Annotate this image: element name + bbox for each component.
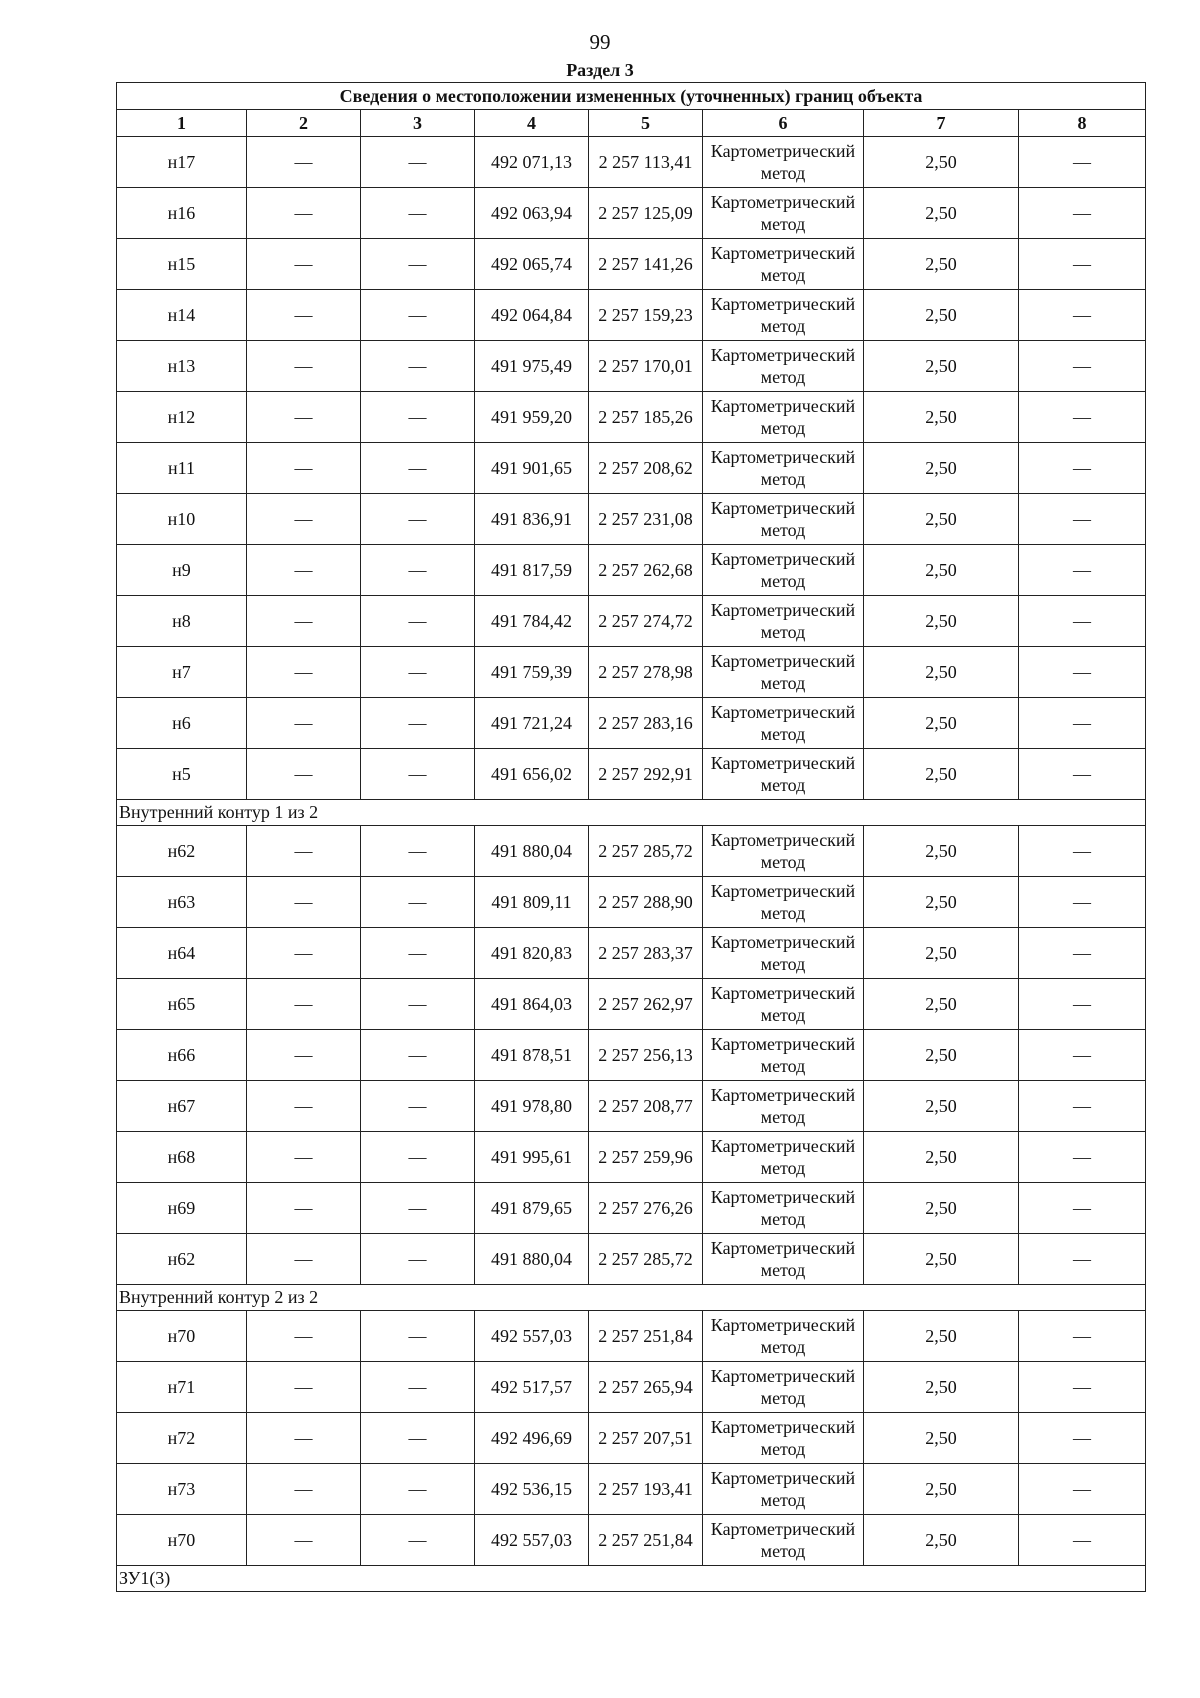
col2-cell: — bbox=[247, 647, 361, 698]
table-row bbox=[117, 1132, 1146, 1183]
col8-cell: — bbox=[1019, 392, 1146, 443]
point-cell: н73 bbox=[117, 1464, 247, 1515]
col3-cell: — bbox=[361, 443, 475, 494]
point-cell: н16 bbox=[117, 188, 247, 239]
table-row bbox=[117, 137, 1146, 188]
col3-cell: — bbox=[361, 1030, 475, 1081]
col3-cell: — bbox=[361, 1362, 475, 1413]
accuracy-cell: 2,50 bbox=[864, 877, 1019, 928]
method-cell: Картометрический метод bbox=[703, 188, 864, 239]
method-cell: Картометрический метод bbox=[703, 545, 864, 596]
table-row bbox=[117, 290, 1146, 341]
point-cell: н8 bbox=[117, 596, 247, 647]
table-row bbox=[117, 341, 1146, 392]
x-coordinate-cell: 491 878,51 bbox=[475, 1030, 589, 1081]
accuracy-cell: 2,50 bbox=[864, 1413, 1019, 1464]
y-coordinate-cell: 2 257 288,90 bbox=[589, 877, 703, 928]
col2-cell: — bbox=[247, 979, 361, 1030]
col8-cell: — bbox=[1019, 1234, 1146, 1285]
column-header: 6 bbox=[703, 110, 864, 137]
table-title-row bbox=[117, 83, 1146, 110]
col8-cell: — bbox=[1019, 545, 1146, 596]
table-row bbox=[117, 877, 1146, 928]
x-coordinate-cell: 491 759,39 bbox=[475, 647, 589, 698]
col8-cell: — bbox=[1019, 1081, 1146, 1132]
x-coordinate-cell: 491 809,11 bbox=[475, 877, 589, 928]
col8-cell: — bbox=[1019, 443, 1146, 494]
col2-cell: — bbox=[247, 1515, 361, 1566]
method-cell: Картометрический метод bbox=[703, 1311, 864, 1362]
accuracy-cell: 2,50 bbox=[864, 443, 1019, 494]
col8-cell: — bbox=[1019, 290, 1146, 341]
point-cell: н62 bbox=[117, 826, 247, 877]
col2-cell: — bbox=[247, 749, 361, 800]
table-row bbox=[117, 239, 1146, 290]
column-header-row bbox=[117, 110, 1146, 137]
accuracy-cell: 2,50 bbox=[864, 826, 1019, 877]
point-cell: н6 bbox=[117, 698, 247, 749]
method-cell: Картометрический метод bbox=[703, 749, 864, 800]
col2-cell: — bbox=[247, 443, 361, 494]
col3-cell: — bbox=[361, 1132, 475, 1183]
x-coordinate-cell: 491 784,42 bbox=[475, 596, 589, 647]
col2-cell: — bbox=[247, 188, 361, 239]
x-coordinate-cell: 491 656,02 bbox=[475, 749, 589, 800]
col8-cell: — bbox=[1019, 1132, 1146, 1183]
table-row bbox=[117, 1515, 1146, 1566]
y-coordinate-cell: 2 257 283,16 bbox=[589, 698, 703, 749]
y-coordinate-cell: 2 257 292,91 bbox=[589, 749, 703, 800]
accuracy-cell: 2,50 bbox=[864, 1234, 1019, 1285]
col3-cell: — bbox=[361, 826, 475, 877]
col8-cell: — bbox=[1019, 826, 1146, 877]
point-cell: н63 bbox=[117, 877, 247, 928]
table-row bbox=[117, 545, 1146, 596]
col8-cell: — bbox=[1019, 1515, 1146, 1566]
point-cell: н5 bbox=[117, 749, 247, 800]
col2-cell: — bbox=[247, 545, 361, 596]
point-cell: н70 bbox=[117, 1311, 247, 1362]
col3-cell: — bbox=[361, 494, 475, 545]
accuracy-cell: 2,50 bbox=[864, 596, 1019, 647]
x-coordinate-cell: 491 817,59 bbox=[475, 545, 589, 596]
contour-group-row bbox=[117, 800, 1146, 826]
table-row bbox=[117, 698, 1146, 749]
y-coordinate-cell: 2 257 285,72 bbox=[589, 1234, 703, 1285]
col3-cell: — bbox=[361, 1081, 475, 1132]
accuracy-cell: 2,50 bbox=[864, 137, 1019, 188]
column-header: 5 bbox=[589, 110, 703, 137]
point-cell: н72 bbox=[117, 1413, 247, 1464]
point-cell: н7 bbox=[117, 647, 247, 698]
col2-cell: — bbox=[247, 1081, 361, 1132]
table-row bbox=[117, 392, 1146, 443]
col8-cell: — bbox=[1019, 1311, 1146, 1362]
point-cell: н12 bbox=[117, 392, 247, 443]
col3-cell: — bbox=[361, 928, 475, 979]
point-cell: н11 bbox=[117, 443, 247, 494]
y-coordinate-cell: 2 257 251,84 bbox=[589, 1515, 703, 1566]
accuracy-cell: 2,50 bbox=[864, 188, 1019, 239]
method-cell: Картометрический метод bbox=[703, 494, 864, 545]
y-coordinate-cell: 2 257 256,13 bbox=[589, 1030, 703, 1081]
accuracy-cell: 2,50 bbox=[864, 1311, 1019, 1362]
accuracy-cell: 2,50 bbox=[864, 494, 1019, 545]
y-coordinate-cell: 2 257 208,77 bbox=[589, 1081, 703, 1132]
y-coordinate-cell: 2 257 113,41 bbox=[589, 137, 703, 188]
x-coordinate-cell: 491 880,04 bbox=[475, 1234, 589, 1285]
y-coordinate-cell: 2 257 207,51 bbox=[589, 1413, 703, 1464]
x-coordinate-cell: 491 721,24 bbox=[475, 698, 589, 749]
col8-cell: — bbox=[1019, 341, 1146, 392]
col8-cell: — bbox=[1019, 1413, 1146, 1464]
col3-cell: — bbox=[361, 698, 475, 749]
table-row bbox=[117, 1311, 1146, 1362]
point-cell: н65 bbox=[117, 979, 247, 1030]
col3-cell: — bbox=[361, 1183, 475, 1234]
x-coordinate-cell: 491 959,20 bbox=[475, 392, 589, 443]
accuracy-cell: 2,50 bbox=[864, 545, 1019, 596]
col3-cell: — bbox=[361, 1464, 475, 1515]
accuracy-cell: 2,50 bbox=[864, 1464, 1019, 1515]
y-coordinate-cell: 2 257 259,96 bbox=[589, 1132, 703, 1183]
x-coordinate-cell: 492 064,84 bbox=[475, 290, 589, 341]
accuracy-cell: 2,50 bbox=[864, 1132, 1019, 1183]
table-row bbox=[117, 1081, 1146, 1132]
x-coordinate-cell: 492 065,74 bbox=[475, 239, 589, 290]
table-row bbox=[117, 494, 1146, 545]
x-coordinate-cell: 492 063,94 bbox=[475, 188, 589, 239]
column-header: 2 bbox=[247, 110, 361, 137]
col8-cell: — bbox=[1019, 698, 1146, 749]
method-cell: Картометрический метод bbox=[703, 137, 864, 188]
col2-cell: — bbox=[247, 137, 361, 188]
col2-cell: — bbox=[247, 239, 361, 290]
point-cell: н66 bbox=[117, 1030, 247, 1081]
method-cell: Картометрический метод bbox=[703, 443, 864, 494]
contour-group-row bbox=[117, 1285, 1146, 1311]
col3-cell: — bbox=[361, 545, 475, 596]
col2-cell: — bbox=[247, 1234, 361, 1285]
point-cell: н68 bbox=[117, 1132, 247, 1183]
contour-group-label: ЗУ1(3) bbox=[117, 1566, 1146, 1592]
point-cell: н71 bbox=[117, 1362, 247, 1413]
accuracy-cell: 2,50 bbox=[864, 647, 1019, 698]
table-row bbox=[117, 647, 1146, 698]
col8-cell: — bbox=[1019, 494, 1146, 545]
y-coordinate-cell: 2 257 231,08 bbox=[589, 494, 703, 545]
y-coordinate-cell: 2 257 262,97 bbox=[589, 979, 703, 1030]
col8-cell: — bbox=[1019, 596, 1146, 647]
y-coordinate-cell: 2 257 159,23 bbox=[589, 290, 703, 341]
col2-cell: — bbox=[247, 1362, 361, 1413]
table-row bbox=[117, 1362, 1146, 1413]
contour-group-label: Внутренний контур 2 из 2 bbox=[117, 1285, 1146, 1311]
contour-group-row bbox=[117, 1566, 1146, 1592]
col8-cell: — bbox=[1019, 1183, 1146, 1234]
method-cell: Картометрический метод bbox=[703, 1234, 864, 1285]
col3-cell: — bbox=[361, 979, 475, 1030]
accuracy-cell: 2,50 bbox=[864, 1362, 1019, 1413]
col8-cell: — bbox=[1019, 1464, 1146, 1515]
table-row bbox=[117, 188, 1146, 239]
method-cell: Картометрический метод bbox=[703, 1132, 864, 1183]
column-header: 3 bbox=[361, 110, 475, 137]
col2-cell: — bbox=[247, 392, 361, 443]
accuracy-cell: 2,50 bbox=[864, 1515, 1019, 1566]
table-row bbox=[117, 1030, 1146, 1081]
y-coordinate-cell: 2 257 274,72 bbox=[589, 596, 703, 647]
y-coordinate-cell: 2 257 193,41 bbox=[589, 1464, 703, 1515]
col3-cell: — bbox=[361, 392, 475, 443]
method-cell: Картометрический метод bbox=[703, 1030, 864, 1081]
table-row bbox=[117, 596, 1146, 647]
point-cell: н69 bbox=[117, 1183, 247, 1234]
method-cell: Картометрический метод bbox=[703, 596, 864, 647]
x-coordinate-cell: 492 557,03 bbox=[475, 1515, 589, 1566]
method-cell: Картометрический метод bbox=[703, 392, 864, 443]
column-header: 1 bbox=[117, 110, 247, 137]
x-coordinate-cell: 491 864,03 bbox=[475, 979, 589, 1030]
col2-cell: — bbox=[247, 1132, 361, 1183]
col2-cell: — bbox=[247, 1413, 361, 1464]
col3-cell: — bbox=[361, 596, 475, 647]
col2-cell: — bbox=[247, 494, 361, 545]
method-cell: Картометрический метод bbox=[703, 877, 864, 928]
col3-cell: — bbox=[361, 1234, 475, 1285]
x-coordinate-cell: 491 880,04 bbox=[475, 826, 589, 877]
col8-cell: — bbox=[1019, 928, 1146, 979]
col3-cell: — bbox=[361, 647, 475, 698]
x-coordinate-cell: 492 496,69 bbox=[475, 1413, 589, 1464]
col8-cell: — bbox=[1019, 137, 1146, 188]
column-header: 8 bbox=[1019, 110, 1146, 137]
column-header: 4 bbox=[475, 110, 589, 137]
point-cell: н10 bbox=[117, 494, 247, 545]
y-coordinate-cell: 2 257 262,68 bbox=[589, 545, 703, 596]
x-coordinate-cell: 491 901,65 bbox=[475, 443, 589, 494]
col3-cell: — bbox=[361, 1311, 475, 1362]
method-cell: Картометрический метод bbox=[703, 1413, 864, 1464]
accuracy-cell: 2,50 bbox=[864, 928, 1019, 979]
table-row bbox=[117, 749, 1146, 800]
col3-cell: — bbox=[361, 1413, 475, 1464]
x-coordinate-cell: 492 071,13 bbox=[475, 137, 589, 188]
method-cell: Картометрический метод bbox=[703, 239, 864, 290]
col2-cell: — bbox=[247, 1030, 361, 1081]
table-row bbox=[117, 443, 1146, 494]
section-title: Раздел 3 bbox=[566, 60, 634, 80]
col8-cell: — bbox=[1019, 979, 1146, 1030]
col3-cell: — bbox=[361, 749, 475, 800]
method-cell: Картометрический метод bbox=[703, 1081, 864, 1132]
col2-cell: — bbox=[247, 1464, 361, 1515]
method-cell: Картометрический метод bbox=[703, 290, 864, 341]
table-row bbox=[117, 1464, 1146, 1515]
point-cell: н13 bbox=[117, 341, 247, 392]
point-cell: н15 bbox=[117, 239, 247, 290]
method-cell: Картометрический метод bbox=[703, 647, 864, 698]
col2-cell: — bbox=[247, 596, 361, 647]
col2-cell: — bbox=[247, 290, 361, 341]
method-cell: Картометрический метод bbox=[703, 698, 864, 749]
method-cell: Картометрический метод bbox=[703, 1464, 864, 1515]
boundary-table bbox=[116, 82, 1146, 1592]
method-cell: Картометрический метод bbox=[703, 341, 864, 392]
col8-cell: — bbox=[1019, 749, 1146, 800]
x-coordinate-cell: 492 536,15 bbox=[475, 1464, 589, 1515]
x-coordinate-cell: 491 820,83 bbox=[475, 928, 589, 979]
point-cell: н70 bbox=[117, 1515, 247, 1566]
col2-cell: — bbox=[247, 698, 361, 749]
col8-cell: — bbox=[1019, 877, 1146, 928]
method-cell: Картометрический метод bbox=[703, 979, 864, 1030]
col3-cell: — bbox=[361, 341, 475, 392]
y-coordinate-cell: 2 257 141,26 bbox=[589, 239, 703, 290]
col3-cell: — bbox=[361, 188, 475, 239]
col2-cell: — bbox=[247, 826, 361, 877]
accuracy-cell: 2,50 bbox=[864, 979, 1019, 1030]
accuracy-cell: 2,50 bbox=[864, 290, 1019, 341]
table-row bbox=[117, 826, 1146, 877]
point-cell: н62 bbox=[117, 1234, 247, 1285]
accuracy-cell: 2,50 bbox=[864, 749, 1019, 800]
y-coordinate-cell: 2 257 285,72 bbox=[589, 826, 703, 877]
col2-cell: — bbox=[247, 928, 361, 979]
point-cell: н9 bbox=[117, 545, 247, 596]
col3-cell: — bbox=[361, 290, 475, 341]
point-cell: н64 bbox=[117, 928, 247, 979]
accuracy-cell: 2,50 bbox=[864, 1030, 1019, 1081]
col3-cell: — bbox=[361, 877, 475, 928]
accuracy-cell: 2,50 bbox=[864, 698, 1019, 749]
col8-cell: — bbox=[1019, 647, 1146, 698]
point-cell: н67 bbox=[117, 1081, 247, 1132]
contour-group-label: Внутренний контур 1 из 2 bbox=[117, 800, 1146, 826]
y-coordinate-cell: 2 257 170,01 bbox=[589, 341, 703, 392]
table-title: Сведения о местоположении измененных (уточненных) границ объекта bbox=[117, 83, 1146, 110]
table-body bbox=[117, 83, 1146, 1592]
method-cell: Картометрический метод bbox=[703, 1515, 864, 1566]
accuracy-cell: 2,50 bbox=[864, 392, 1019, 443]
accuracy-cell: 2,50 bbox=[864, 1081, 1019, 1132]
col8-cell: — bbox=[1019, 188, 1146, 239]
y-coordinate-cell: 2 257 125,09 bbox=[589, 188, 703, 239]
x-coordinate-cell: 491 975,49 bbox=[475, 341, 589, 392]
page-number: 99 bbox=[589, 30, 611, 54]
point-cell: н17 bbox=[117, 137, 247, 188]
accuracy-cell: 2,50 bbox=[864, 1183, 1019, 1234]
x-coordinate-cell: 491 879,65 bbox=[475, 1183, 589, 1234]
col8-cell: — bbox=[1019, 1362, 1146, 1413]
col3-cell: — bbox=[361, 239, 475, 290]
col3-cell: — bbox=[361, 1515, 475, 1566]
x-coordinate-cell: 492 557,03 bbox=[475, 1311, 589, 1362]
table-row bbox=[117, 1234, 1146, 1285]
col2-cell: — bbox=[247, 877, 361, 928]
point-cell: н14 bbox=[117, 290, 247, 341]
col2-cell: — bbox=[247, 341, 361, 392]
col2-cell: — bbox=[247, 1183, 361, 1234]
y-coordinate-cell: 2 257 276,26 bbox=[589, 1183, 703, 1234]
method-cell: Картометрический метод bbox=[703, 826, 864, 877]
col8-cell: — bbox=[1019, 239, 1146, 290]
x-coordinate-cell: 491 995,61 bbox=[475, 1132, 589, 1183]
x-coordinate-cell: 491 836,91 bbox=[475, 494, 589, 545]
method-cell: Картометрический метод bbox=[703, 1183, 864, 1234]
y-coordinate-cell: 2 257 208,62 bbox=[589, 443, 703, 494]
method-cell: Картометрический метод bbox=[703, 1362, 864, 1413]
y-coordinate-cell: 2 257 185,26 bbox=[589, 392, 703, 443]
y-coordinate-cell: 2 257 265,94 bbox=[589, 1362, 703, 1413]
col2-cell: — bbox=[247, 1311, 361, 1362]
y-coordinate-cell: 2 257 283,37 bbox=[589, 928, 703, 979]
y-coordinate-cell: 2 257 278,98 bbox=[589, 647, 703, 698]
accuracy-cell: 2,50 bbox=[864, 239, 1019, 290]
method-cell: Картометрический метод bbox=[703, 928, 864, 979]
y-coordinate-cell: 2 257 251,84 bbox=[589, 1311, 703, 1362]
table-row bbox=[117, 928, 1146, 979]
col8-cell: — bbox=[1019, 1030, 1146, 1081]
x-coordinate-cell: 492 517,57 bbox=[475, 1362, 589, 1413]
x-coordinate-cell: 491 978,80 bbox=[475, 1081, 589, 1132]
table-row bbox=[117, 979, 1146, 1030]
table-row bbox=[117, 1413, 1146, 1464]
column-header: 7 bbox=[864, 110, 1019, 137]
col3-cell: — bbox=[361, 137, 475, 188]
accuracy-cell: 2,50 bbox=[864, 341, 1019, 392]
table-row bbox=[117, 1183, 1146, 1234]
